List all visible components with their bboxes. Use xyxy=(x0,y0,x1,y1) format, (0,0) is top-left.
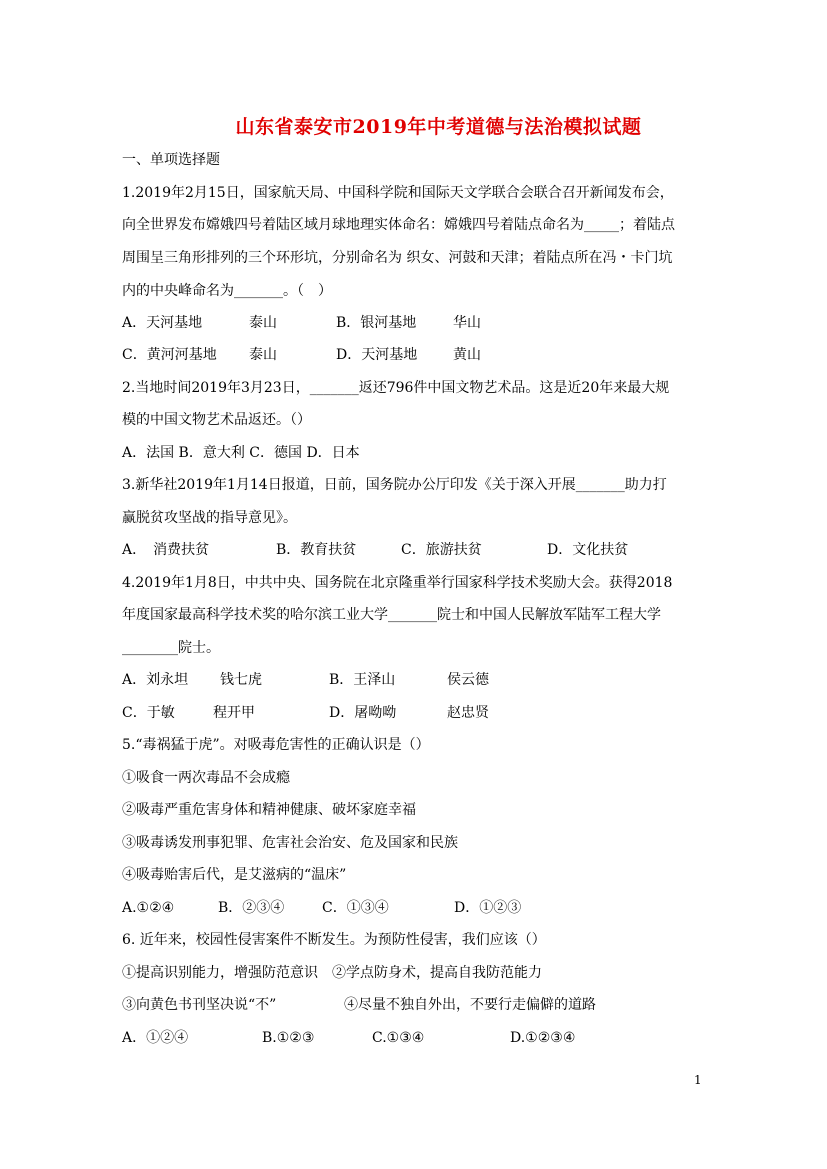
q3-option-c: C．旅游扶贫 xyxy=(401,542,482,558)
q6-line-1: 6. 近年来，校园性侵害案件不断发生。为预防性侵害，我们应该（） xyxy=(122,932,546,948)
q4-option-c-second: 程开甲 xyxy=(213,705,255,721)
q1-line-3: 周围呈三角形排列的三个环形坑，分别命名为 织女、河鼓和天津；着陆点所在冯・卡门坑 xyxy=(122,250,673,266)
q4-line-2: 年度国家最高科学技术奖的哈尔滨工业大学_______院士和中国人民解放军陆军工程大学 xyxy=(122,607,661,623)
q6-statement-4: ④尽量不独自外出，不要行走偏僻的道路 xyxy=(344,997,596,1013)
q5-statement-3: ③吸毒诱发刑事犯罪、危害社会治安、危及国家和民族 xyxy=(122,835,458,851)
q4-option-c: C．于敏 xyxy=(122,705,175,721)
q6-option-d: D.①②③④ xyxy=(510,1030,576,1046)
q1-option-b: B．银河基地 xyxy=(336,315,417,331)
q2-line-1: 2.当地时间2019年3月23日，_______返还796件中国文物艺术品。这是近20年来最大规 xyxy=(122,380,670,396)
q6-option-b: B.①②③ xyxy=(262,1030,315,1046)
q4-line-1: 4.2019年1月8日，中共中央、国务院在北京隆重举行国家科学技术奖励大会。获得2018 xyxy=(122,575,673,591)
q1-line-1: 1.2019年2月15日，国家航天局、中国科学院和国际天文学联合会联合召开新闻发布会， xyxy=(122,185,674,201)
q5-option-c: C．①③④ xyxy=(322,900,389,916)
q4-option-a-second: 钱七虎 xyxy=(220,672,262,688)
page-number: 1 xyxy=(694,1073,702,1087)
q5-statement-1: ①吸食一两次毒品不会成瘾 xyxy=(122,770,290,786)
q4-option-b: B．王泽山 xyxy=(329,672,396,688)
q5-option-d: D．①②③ xyxy=(454,900,522,916)
document-title: 山东省泰安市2019年中考道德与法治模拟试题 xyxy=(235,116,642,138)
q3-line-2: 赢脱贫攻坚战的指导意见》。 xyxy=(122,510,297,526)
q3-line-1: 3.新华社2019年1月14日报道，日前，国务院办公厅印发《关于深入开展_______助力打 xyxy=(122,477,667,493)
q1-line-4: 内的中央峰命名为_______。（ ） xyxy=(122,283,332,299)
q5-option-b: B．②③④ xyxy=(218,900,285,916)
q4-line-3: ________院士。 xyxy=(122,640,220,656)
q3-option-a: A． 消费扶贫 xyxy=(122,542,210,558)
q3-option-d: D．文化扶贫 xyxy=(547,542,629,558)
q1-line-2: 向全世界发布嫦娥四号着陆区域月球地理实体命名：嫦娥四号着陆点命名为_____；着陆点 xyxy=(122,217,675,233)
q2-options: A．法国 B．意大利 C．德国 D．日本 xyxy=(122,445,360,461)
q4-option-d-second: 赵忠贤 xyxy=(447,705,489,721)
q1-option-a-answer: 泰山 xyxy=(249,315,277,331)
q2-line-2: 模的中国文物艺术品返还。（） xyxy=(122,412,311,428)
q4-option-d: D．屠呦呦 xyxy=(329,705,397,721)
q6-statements-1-2: ①提高识别能力，增强防范意识 ②学点防身术，提高自我防范能力 xyxy=(122,965,542,981)
q1-option-a: A．天河基地 xyxy=(122,315,203,331)
q5-option-a: A.①②④ xyxy=(122,900,175,916)
q1-option-d: D．天河基地 xyxy=(336,347,418,363)
q6-option-c: C.①③④ xyxy=(372,1030,425,1046)
q5-statement-2: ②吸毒严重危害身体和精神健康、破坏家庭幸福 xyxy=(122,802,416,818)
q1-option-b-answer: 华山 xyxy=(453,315,481,331)
q5-line-1: 5.“毒祸猛于虎”。对吸毒危害性的正确认识是（） xyxy=(122,737,430,753)
q5-statement-4: ④吸毒贻害后代，是艾滋病的“温床” xyxy=(122,867,347,883)
section-heading: 一、单项选择题 xyxy=(122,152,220,168)
q4-option-b-second: 侯云德 xyxy=(447,672,489,688)
q4-option-a: A．刘永坦 xyxy=(122,672,189,688)
q1-option-c-answer: 泰山 xyxy=(249,347,277,363)
q3-option-b: B．教育扶贫 xyxy=(276,542,357,558)
q1-option-d-answer: 黄山 xyxy=(453,347,481,363)
q1-option-c: C．黄河河基地 xyxy=(122,347,217,363)
q6-option-a: A．①②④ xyxy=(122,1030,189,1046)
q6-statement-3: ③向黄色书刊坚决说“不” xyxy=(122,997,277,1013)
